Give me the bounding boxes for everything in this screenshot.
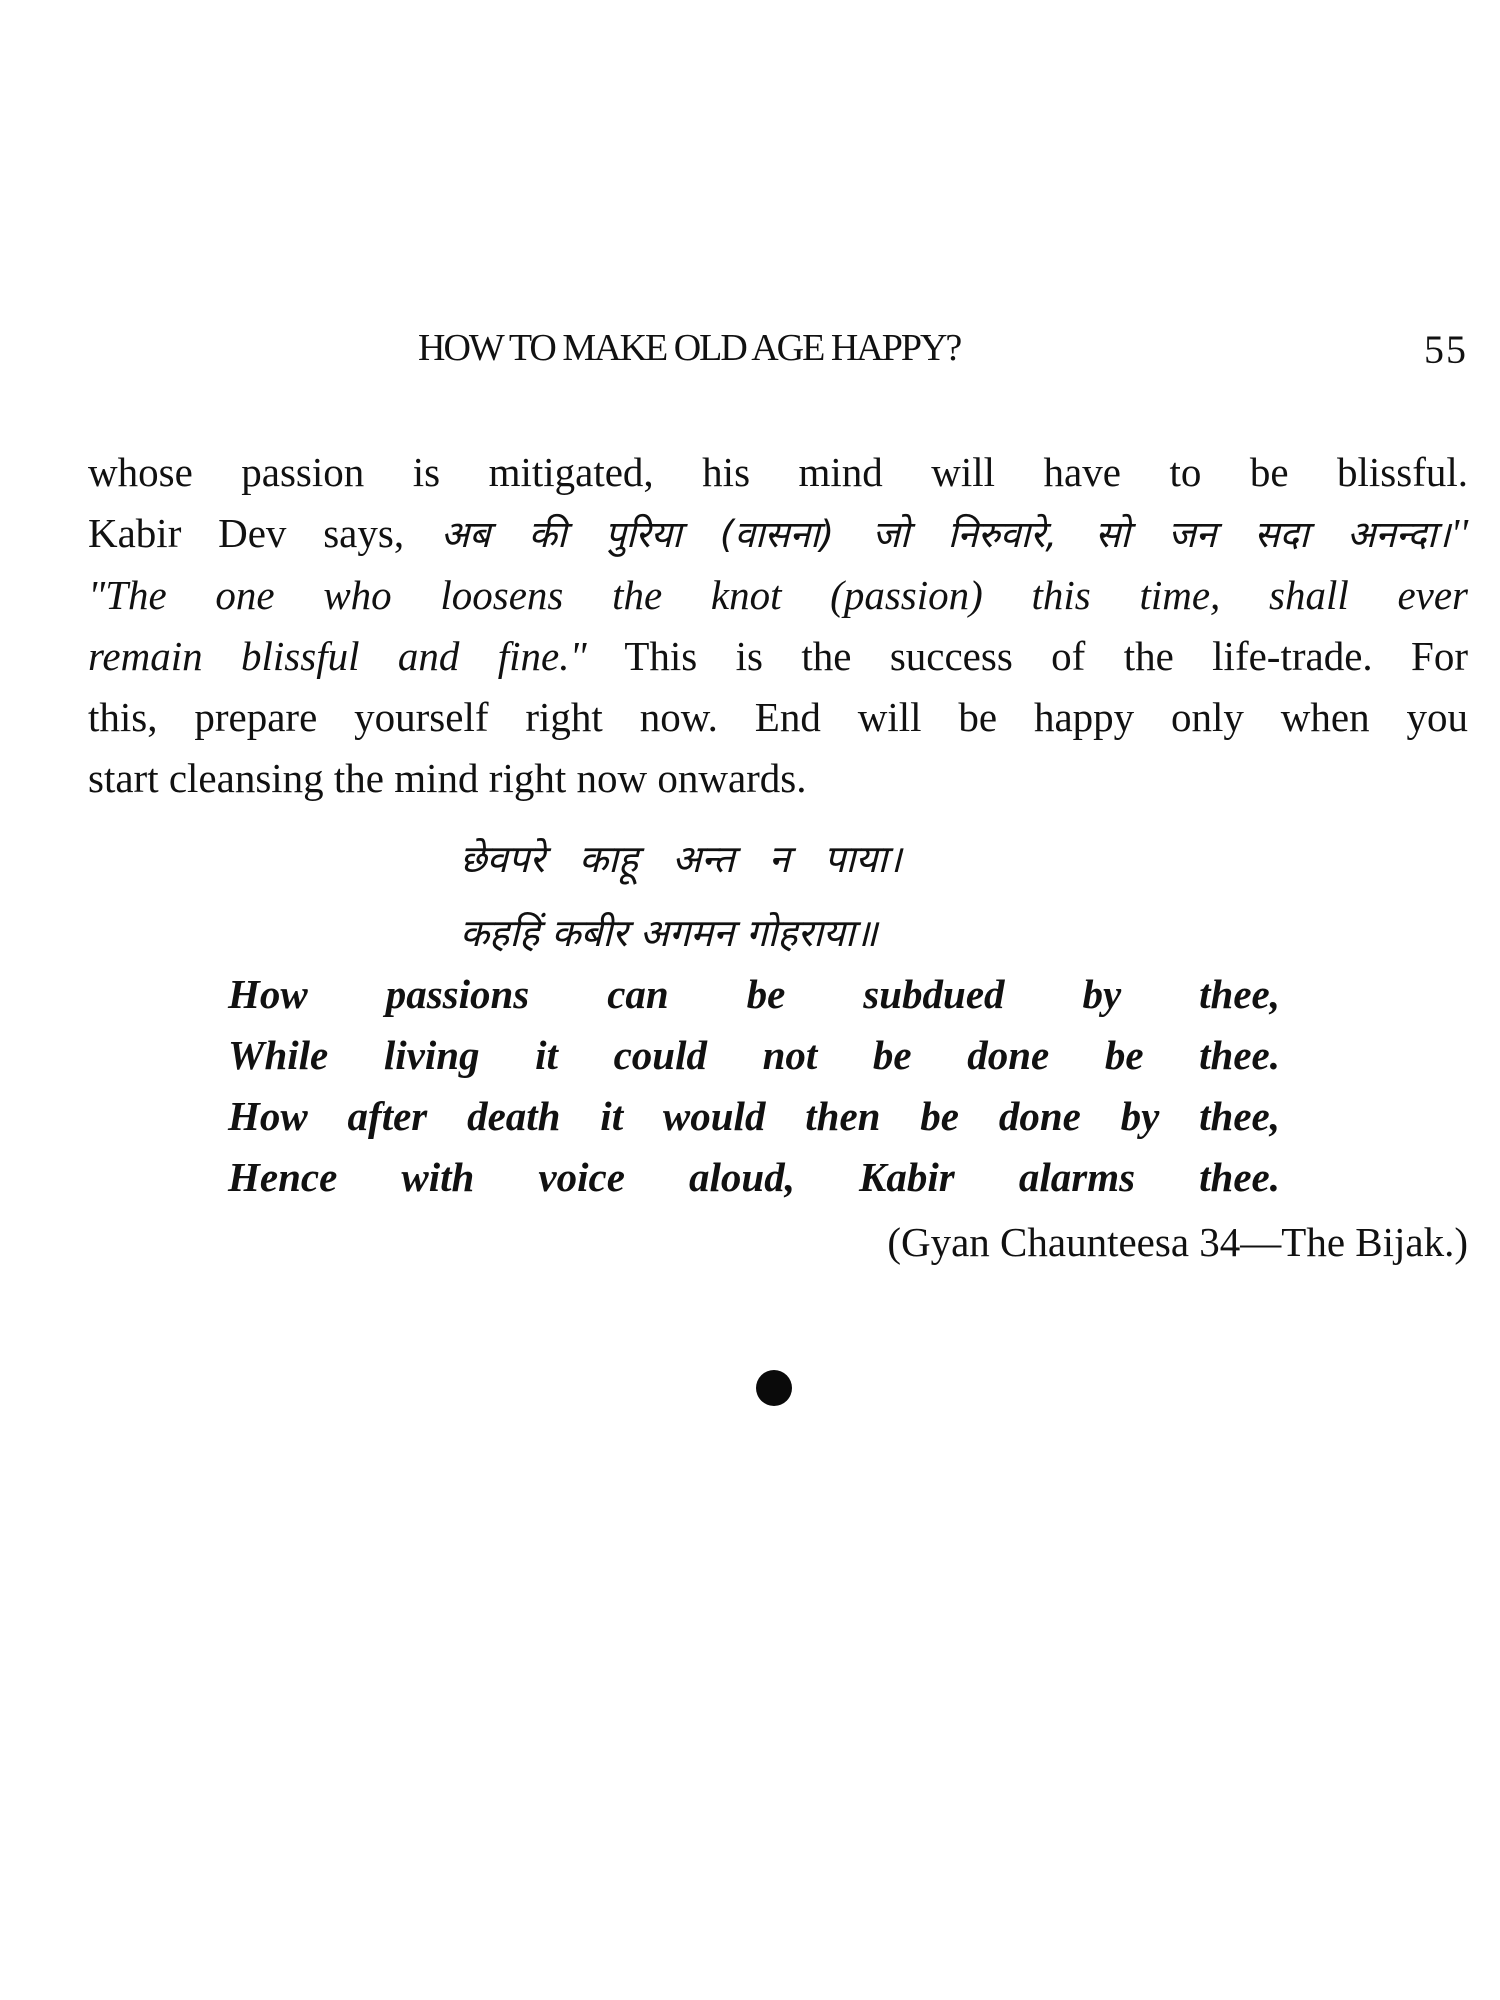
body-paragraph <box>88 442 1468 809</box>
body-text-segment: This is the success of the life-trade. For <box>586 633 1468 679</box>
english-verse-line: While living it could not be done be thee. <box>228 1032 1280 1078</box>
body-line <box>88 503 1468 565</box>
english-verse-line: How passions can be subdued by thee, <box>228 971 1280 1017</box>
body-line: this, prepare yourself right now. End will be happy only when you <box>88 694 1468 740</box>
hindi-verse-line: कहहिं कबीर अगमन गोहराया॥ <box>460 911 878 955</box>
body-line-translation: "The one who loosens the knot (passion) this time, shall ever <box>88 572 1468 618</box>
english-verse <box>228 964 1280 1208</box>
english-verse-line: How after death it would then be done by thee, <box>228 1093 1280 1139</box>
body-line: whose passion is mitigated, his mind will have to be blissful. <box>88 449 1468 495</box>
page-number: 55 <box>1424 327 1468 372</box>
translation-end: remain blissful and fine." <box>88 633 587 679</box>
bullet-ornament-icon <box>756 1370 792 1406</box>
hindi-verse <box>460 822 1060 970</box>
body-text-segment: Kabir Dev says, <box>88 510 441 556</box>
hindi-quote: अब की पुरिया (वासना) जो निरुवारे, सो जन सदा अनन्दा। <box>440 513 1451 556</box>
body-line: start cleansing the mind right now onwards. <box>88 755 807 801</box>
closing-quote-mark: '' <box>1450 510 1468 556</box>
running-title: HOW TO MAKE OLD AGE HAPPY? <box>418 327 961 369</box>
running-head <box>88 326 1468 386</box>
body-line <box>88 626 1468 687</box>
english-verse-line: Hence with voice aloud, Kabir alarms thee. <box>228 1154 1280 1200</box>
hindi-verse-line: छेवपरे काहू अन्त न पाया। <box>460 837 902 881</box>
verse-citation: (Gyan Chaunteesa 34—The Bijak.) <box>887 1219 1468 1265</box>
